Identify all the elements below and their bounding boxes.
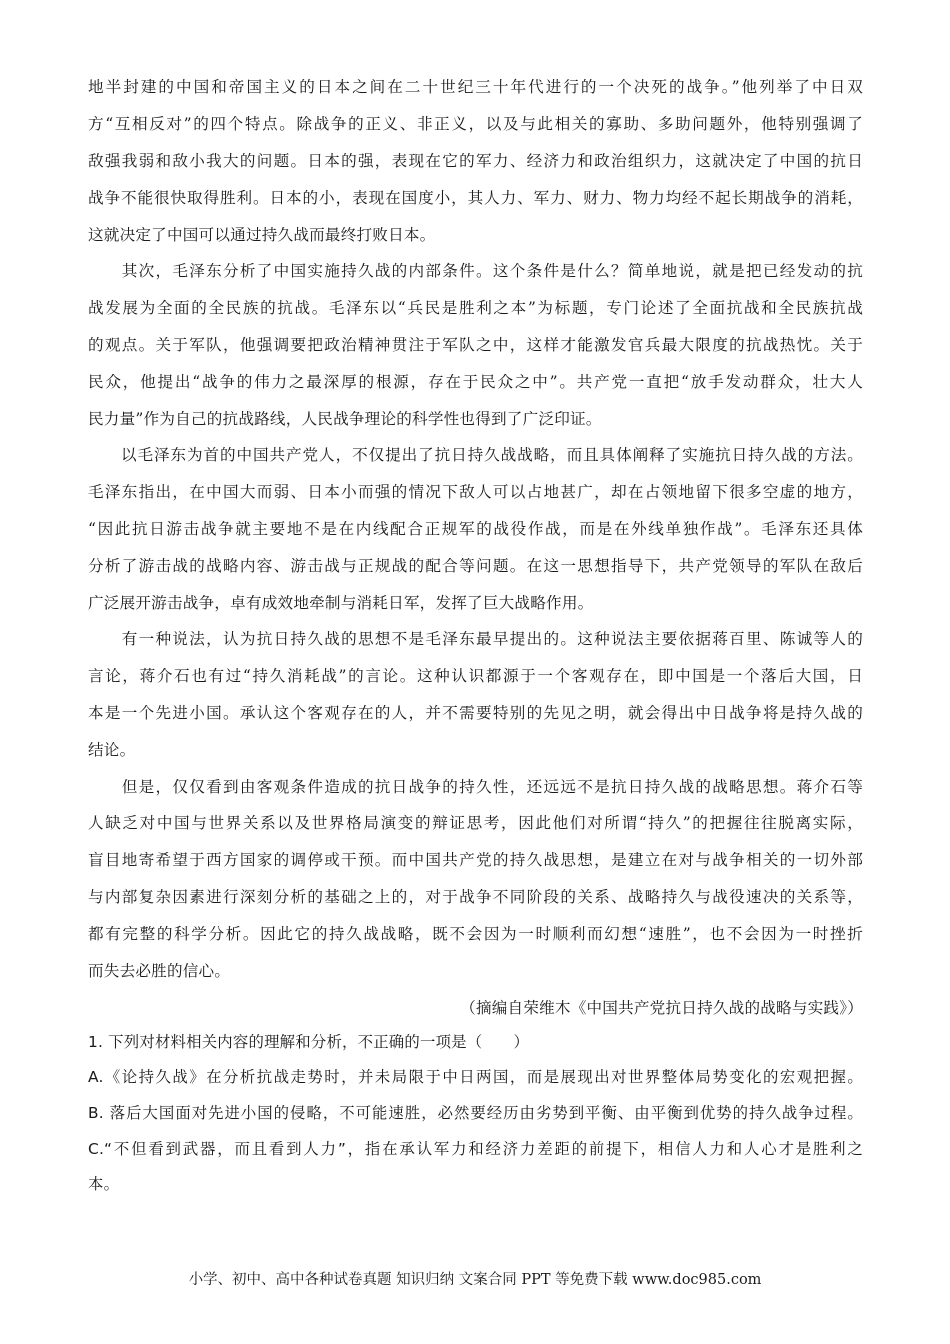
text-line: 分析了游击战的战略内容、游击战与正规战的配合等问题。在这一思想指导下，共产党领导的军队在敌后: [88, 557, 863, 575]
text-line: 言论，蒋介石也有过“持久消耗战”的言论。这种认识都源于一个客观存在，即中国是一个落后大国，日: [88, 667, 863, 685]
text-line: 结论。: [88, 741, 136, 759]
option-a: A.《论持久战》在分析抗战走势时，并未局限于中日两国，而是展现出对世界整体局势变化的宏观把握。: [88, 1068, 863, 1086]
text-line: 广泛展开游击战争，卓有成效地牵制与消耗日军，发挥了巨大战略作用。: [88, 594, 594, 612]
source-citation: （摘编自荣维木《中国共产党抗日持久战的战略与实践》）: [460, 999, 863, 1017]
text-line: 有一种说法，认为抗日持久战的思想不是毛泽东最早提出的。这种说法主要依据蒋百里、陈诚等人的: [88, 630, 863, 648]
text-line: 的观点。关于军队，他强调要把政治精神贯注于军队之中，这样才能激发官兵最大限度的抗战热忱。关于: [88, 336, 863, 354]
text-line: 战争不能很快取得胜利。日本的小，表现在国度小，其人力、军力、财力、物力均经不起长期战争的消耗，: [88, 189, 863, 207]
text-line: 战发展为全面的全民族的抗战。毛泽东以“兵民是胜利之本”为标题，专门论述了全面抗战和全民族抗战: [88, 299, 863, 317]
text-line: 与内部复杂因素进行深刻分析的基础之上的，对于战争不同阶段的关系、战略持久与战役速决的关系等，: [88, 888, 863, 906]
text-line: 本是一个先进小国。承认这个客观存在的人，并不需要特别的先见之明，就会得出中日战争将是持久战的: [88, 704, 863, 722]
text-line: 都有完整的科学分析。因此它的持久战战略，既不会因为一时顺利而幻想“速胜”，也不会因为一时挫折: [88, 925, 863, 943]
text-line: “因此抗日游击战争就主要地不是在内线配合正规军的战役作战，而是在外线单独作战”。毛泽东还具体: [88, 520, 863, 538]
option-c-continued: 本。: [88, 1175, 120, 1193]
text-line: 民众，他提出“战争的伟力之最深厚的根源，存在于民众之中”。共产党一直把“放手发动群众，壮大人: [88, 373, 863, 391]
text-line: 方“互相反对”的四个特点。除战争的正义、非正义，以及与此相关的寡助、多助问题外，他特别强调了: [88, 115, 863, 133]
text-line: 地半封建的中国和帝国主义的日本之间在二十世纪三十年代进行的一个决死的战争。”他列举了中日双: [88, 78, 863, 96]
text-line: 这就决定了中国可以通过持久战而最终打败日本。: [88, 226, 436, 244]
text-line: 以毛泽东为首的中国共产党人，不仅提出了抗日持久战战略，而且具体阐释了实施抗日持久战的方法。: [88, 446, 863, 464]
page-footer: 小学、初中、高中各种试卷真题 知识归纳 文案合同 PPT 等免费下载 www.doc985.com: [188, 1272, 762, 1288]
text-line: 民力量”作为自己的抗战路线，人民战争理论的科学性也得到了广泛印证。: [88, 410, 602, 428]
text-line: 而失去必胜的信心。: [88, 962, 231, 980]
text-line: 盲目地寄希望于西方国家的调停或干预。而中国共产党的持久战思想，是建立在对与战争相关的一切外部: [88, 851, 863, 869]
option-c: C.“不但看到武器，而且看到人力”，指在承认军力和经济力差距的前提下，相信人力和人心才是胜利之: [88, 1140, 863, 1158]
text-line: 敌强我弱和敌小我大的问题。日本的强，表现在它的军力、经济力和政治组织力，这就决定了中国的抗日: [88, 152, 863, 170]
text-line: 人缺乏对中国与世界关系以及世界格局演变的辩证思考，因此他们对所谓“持久”的把握往往脱离实际，: [88, 814, 863, 832]
text-line: 但是，仅仅看到由客观条件造成的抗日战争的持久性，还远远不是抗日持久战的战略思想。蒋介石等: [88, 778, 863, 796]
text-line: 毛泽东指出，在中国大而弱、日本小而强的情况下敌人可以占地甚广，却在占领地留下很多空虚的地方，: [88, 483, 863, 501]
text-line: 其次，毛泽东分析了中国实施持久战的内部条件。这个条件是什么？简单地说，就是把已经发动的抗: [88, 262, 863, 280]
option-b: B. 落后大国面对先进小国的侵略，不可能速胜，必然要经历由劣势到平衡、由平衡到优势的持久战争过程。: [88, 1104, 863, 1122]
question-stem: 1. 下列对材料相关内容的理解和分析，不正确的一项是（ ）: [88, 1033, 530, 1051]
